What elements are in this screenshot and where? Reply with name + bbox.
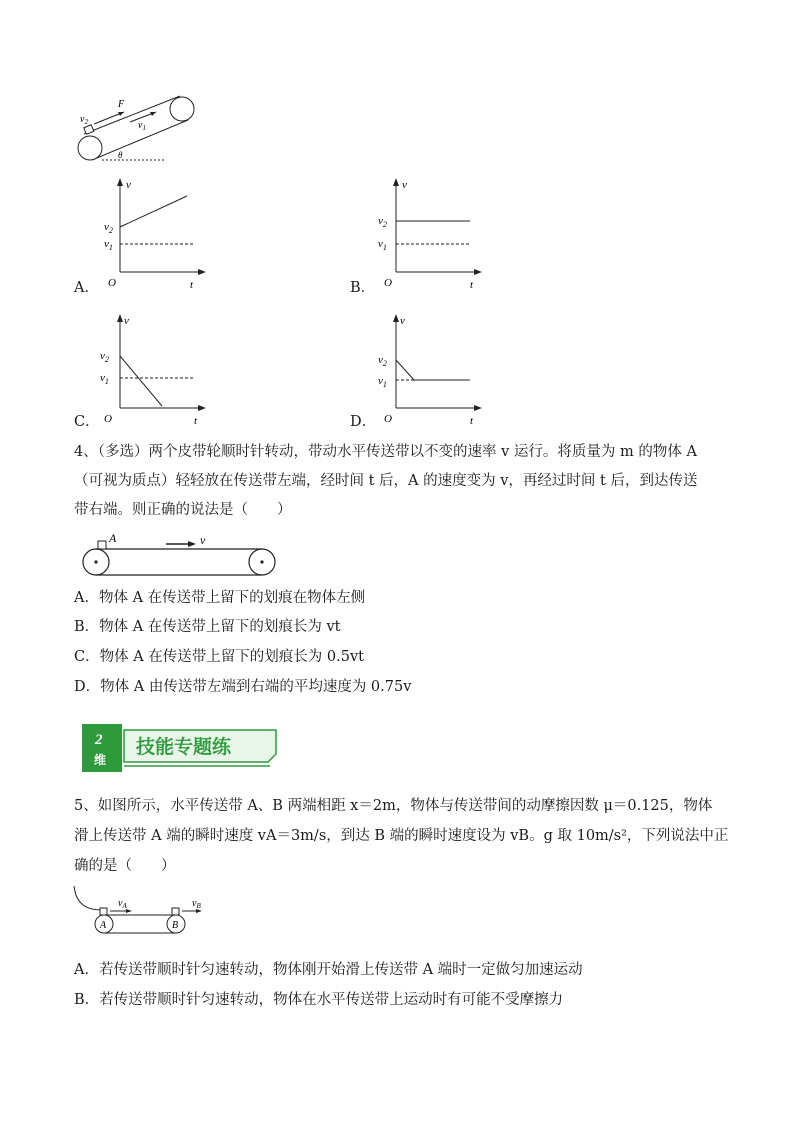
q5-conveyor-figure xyxy=(70,882,220,938)
axis-v-label: v xyxy=(126,179,131,191)
origin-label: O xyxy=(104,413,112,425)
graph-b xyxy=(376,172,486,290)
q4-block-A-label: A xyxy=(109,531,117,545)
graph-b-label: B． xyxy=(350,280,376,296)
q4-option-b: B．物体 A 在传送带上留下的划痕长为 vt xyxy=(74,619,341,635)
incline-v2-label: $v_2$ xyxy=(80,114,88,126)
origin-label: O xyxy=(384,277,392,289)
axis-v-label: v xyxy=(400,315,405,327)
q5-text-line2: 滑上传送带 A 端的瞬时速度 vA＝3m/s，到达 B 端的瞬时速度设为 vB。g 取 10m/s²，下列说法中正 xyxy=(74,828,729,844)
origin-label: O xyxy=(108,277,116,289)
v1-label: $v_1$ xyxy=(100,372,109,386)
v1-label: $v_1$ xyxy=(378,238,387,252)
v1-label: $v_1$ xyxy=(104,238,113,252)
q5-vA-label: $v_A$ xyxy=(118,898,127,910)
q5-text-line1: 5、如图所示，水平传送带 A、B 两端相距 x＝2m，物体与传送带间的动摩擦因数 μ＝0.125，物体 xyxy=(74,798,713,814)
q5-text-line3: 确的是（ ） xyxy=(74,858,176,874)
q5-pulley-A-label: A xyxy=(100,920,107,931)
graph-d xyxy=(376,308,486,426)
incline-v1-label: $v_1$ xyxy=(138,120,146,132)
q4-option-a: A．物体 A 在传送带上留下的划痕在物体左侧 xyxy=(74,590,366,606)
graph-c xyxy=(100,308,210,426)
graph-a-label: A． xyxy=(74,280,99,296)
incline-theta-label: θ xyxy=(118,150,123,160)
graph-d-label: D． xyxy=(350,414,377,430)
q5-option-b: B．若传送带顺时针匀速转动，物体在水平传送带上运动时有可能不受摩擦力 xyxy=(74,992,564,1008)
q4-text-line1: 4、（多选）两个皮带轮顺时针转动，带动水平传送带以不变的速率 v 运行。将质量为 m 的物体 A xyxy=(74,444,697,460)
graph-c-label: C． xyxy=(74,414,100,430)
q4-conveyor-figure xyxy=(82,530,282,580)
graph-a xyxy=(100,172,210,290)
incline-conveyor-figure xyxy=(72,90,202,170)
v2-label: $v_2$ xyxy=(100,350,109,364)
q4-text-line2: （可视为质点）轻轻放在传送带左端，经时间 t 后，A 的速度变为 v，再经过时间 t 后，到达传送 xyxy=(74,473,698,489)
v1-label: $v_1$ xyxy=(378,375,387,389)
v2-label: $v_2$ xyxy=(378,354,387,368)
axis-v-label: v xyxy=(124,315,129,327)
axis-t-label: t xyxy=(190,279,194,290)
axis-v-label: v xyxy=(402,179,407,191)
q5-pulley-B-label: B xyxy=(172,920,179,931)
q5-vB-label: $v_B$ xyxy=(192,898,201,910)
origin-label: O xyxy=(384,413,392,425)
q4-option-c: C．物体 A 在传送带上留下的划痕长为 0.5vt xyxy=(74,649,364,665)
axis-t-label: t xyxy=(194,415,198,426)
axis-t-label: t xyxy=(470,415,474,426)
section-badge xyxy=(80,722,280,774)
q4-text-line3: 带右端。则正确的说法是（ ） xyxy=(74,502,292,518)
section-number: 2 xyxy=(95,732,103,748)
section-number-sub: 维 xyxy=(94,753,107,767)
section-title: 技能专题练 xyxy=(136,737,232,758)
axis-t-label: t xyxy=(470,279,474,290)
q4-option-d: D．物体 A 由传送带左端到右端的平均速度为 0.75v xyxy=(74,679,412,695)
v2-label: $v_2$ xyxy=(104,221,113,235)
q4-v-label: v xyxy=(200,533,206,547)
q5-option-a: A．若传送带顺时针匀速转动，物体刚开始滑上传送带 A 端时一定做匀加速运动 xyxy=(74,962,583,978)
v2-label: $v_2$ xyxy=(378,215,387,229)
incline-F-label: F xyxy=(118,99,125,110)
